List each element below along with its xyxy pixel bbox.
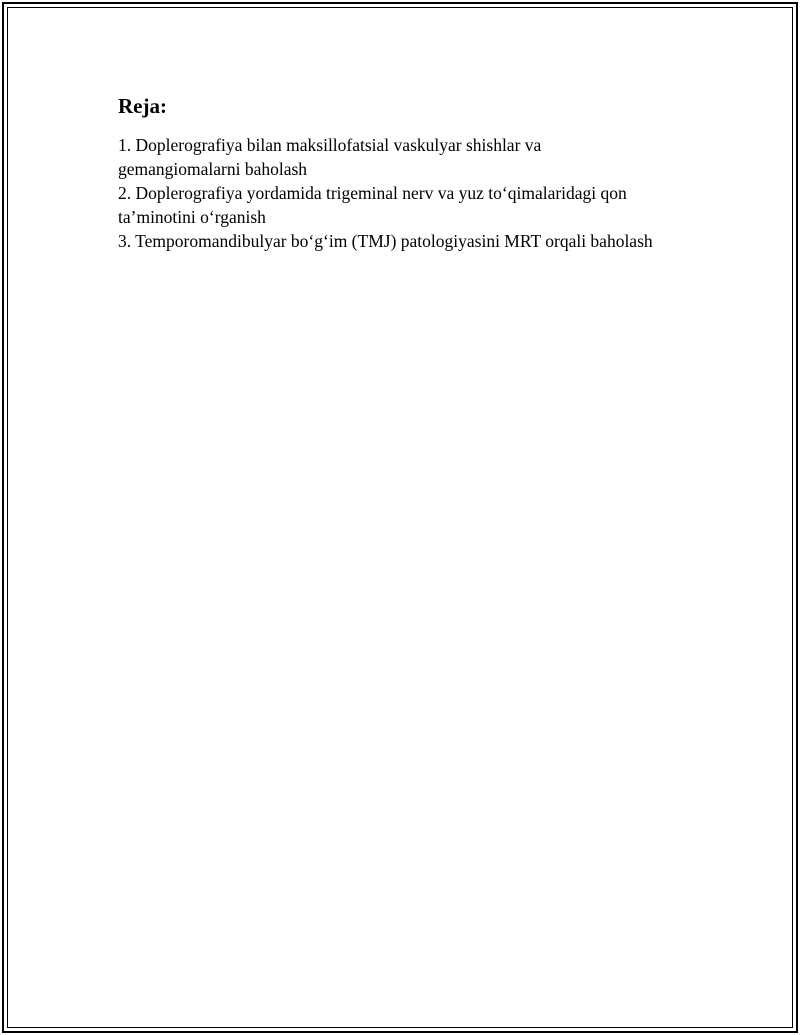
plan-list bbox=[118, 133, 688, 253]
page-content bbox=[118, 93, 688, 253]
plan-item-1: 1. Doplerografiya bilan maksillofatsial vaskulyar shishlar va gemangiomalarni baholash bbox=[118, 135, 542, 179]
plan-item-3: 3. Temporomandibulyar bo‘g‘im (TMJ) patologiyasini MRT orqali baholash bbox=[118, 231, 653, 251]
plan-heading: Reja: bbox=[118, 94, 167, 118]
plan-item-2: 2. Doplerografiya yordamida trigeminal nerv va yuz to‘qimalaridagi qon ta’minotini o‘rganish bbox=[118, 183, 627, 227]
